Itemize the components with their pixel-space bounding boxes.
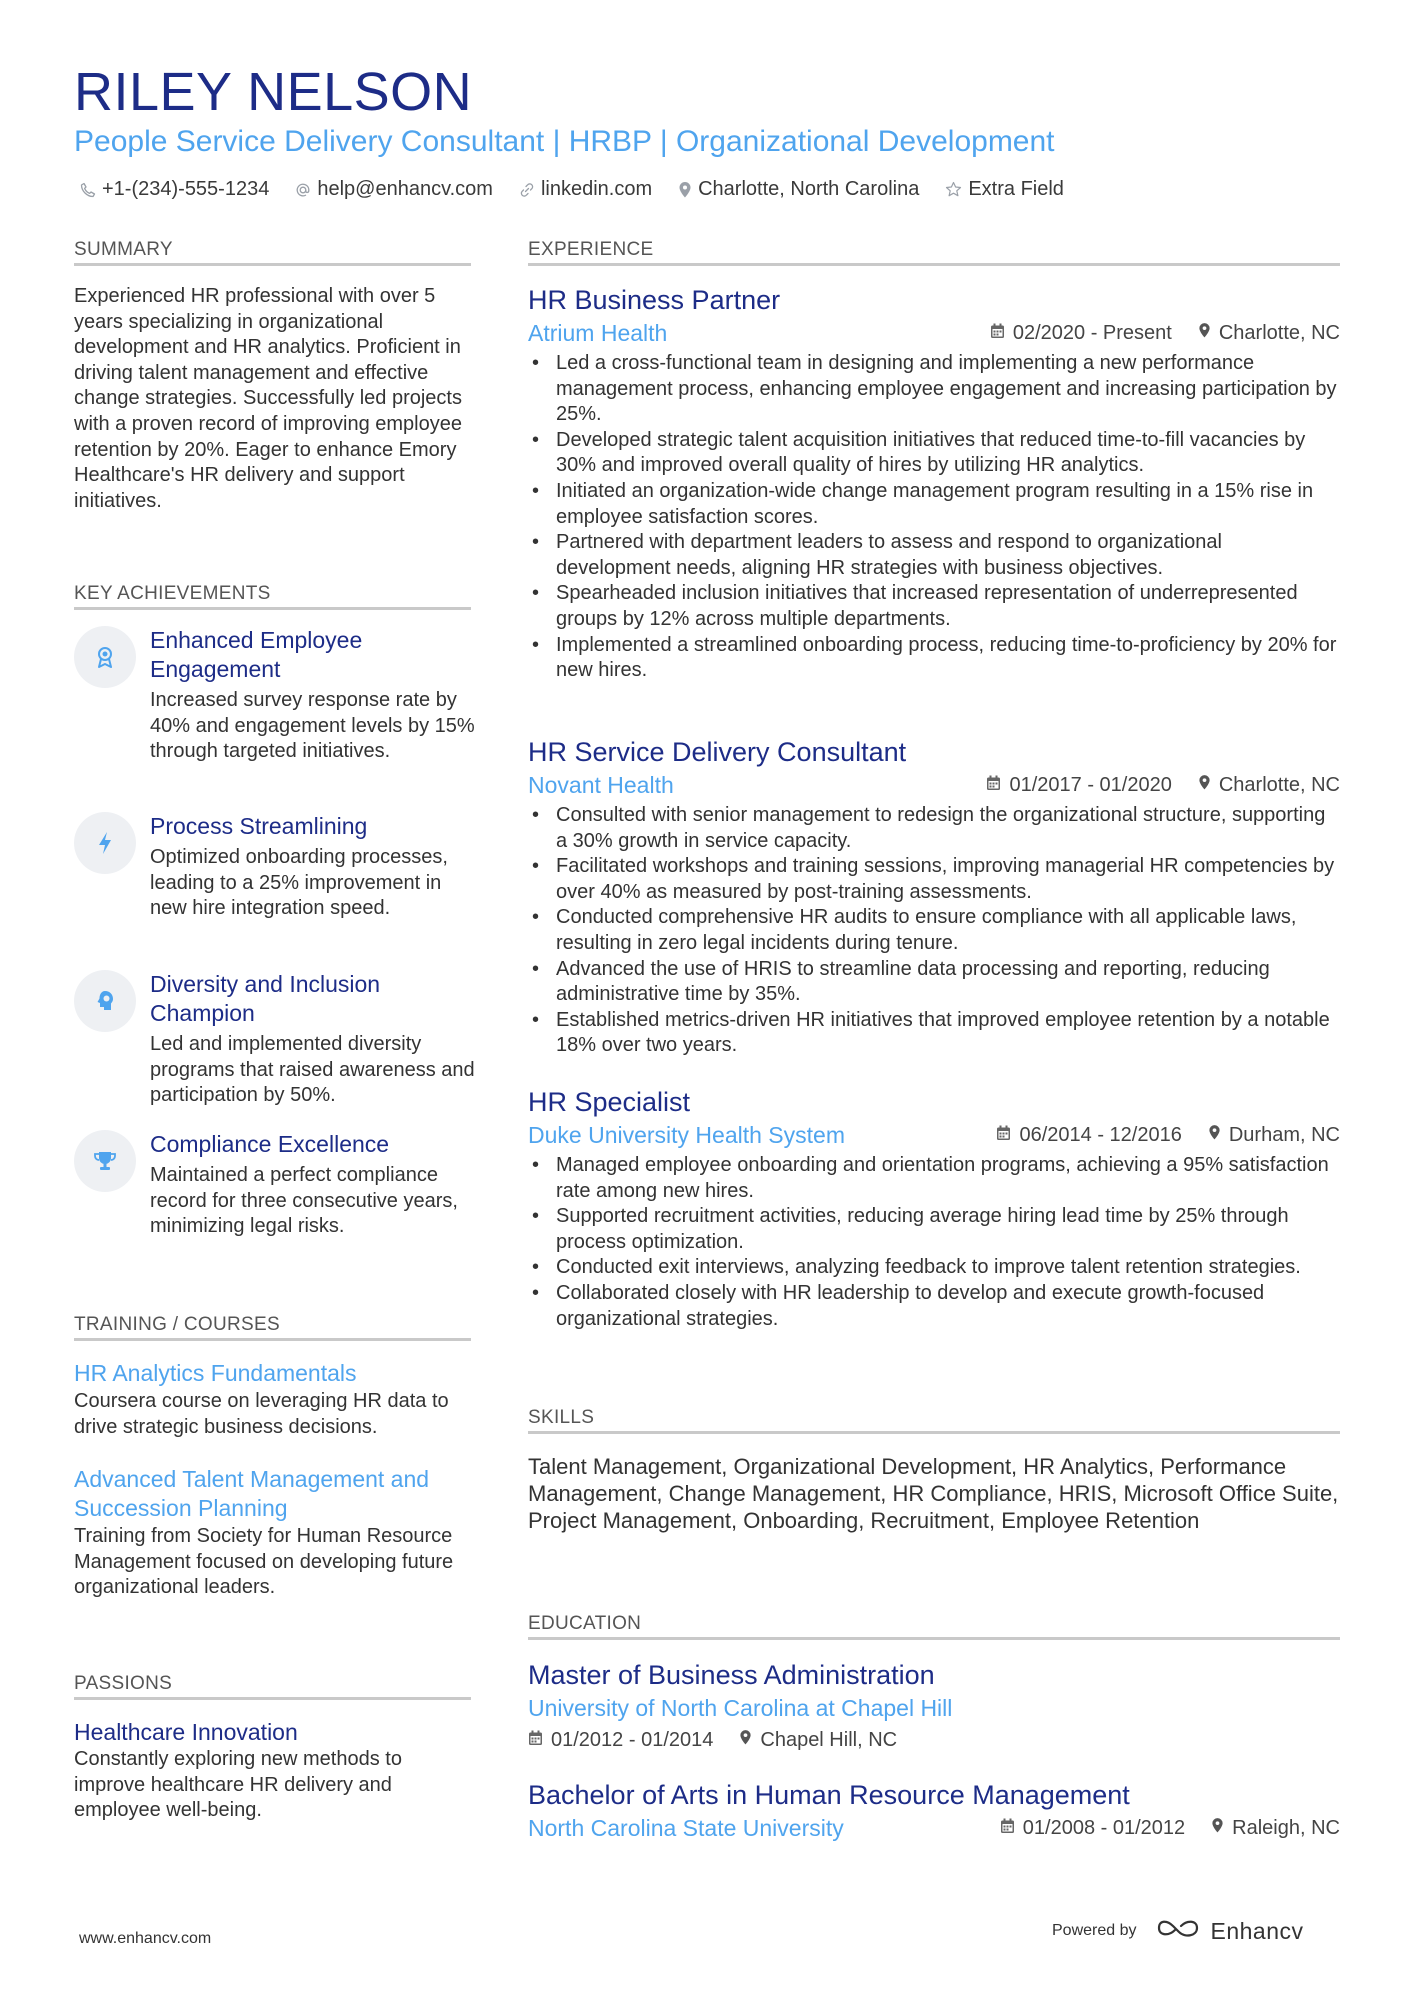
contact-linkedin-text: linkedin.com [540, 178, 653, 200]
passion-title: Healthcare Innovation [74, 1719, 298, 1745]
job-bullet: • Consulted with senior management to redesign the organizational structure, supporting a 30% growth in service capacity. [556, 803, 1340, 854]
achievement-desc: Led and implemented diversity programs that raised awareness and participation by 50%. [150, 1033, 475, 1107]
brand-name: Enhancv [1210, 1917, 1304, 1944]
education-heading: EDUCATION [528, 1613, 642, 1634]
footer-website[interactable]: www.enhancv.com [79, 1930, 212, 1947]
job-bullet: • Conducted exit interviews, analyzing feedback to improve talent retention strategies. [556, 1255, 1340, 1281]
achievement-title: Enhanced Employee Engagement [150, 627, 363, 682]
job-title: HR Service Delivery Consultant [528, 737, 907, 767]
head-icon [74, 970, 136, 1032]
experience-heading: EXPERIENCE [528, 239, 654, 260]
school-name: University of North Carolina at Chapel Hill [528, 1695, 953, 1721]
contact-phone[interactable] [80, 178, 269, 201]
infinity-logo-icon [1155, 1916, 1203, 1946]
job-bullet: • Collaborated closely with HR leadership to develop and execute growth-focused organizational strategies. [556, 1281, 1340, 1332]
location-icon [1198, 769, 1211, 801]
calendar-icon [996, 1119, 1011, 1151]
job-dates: 06/2014 - 12/2016 [1019, 1124, 1182, 1146]
job-bullet: • Spearheaded inclusion initiatives that increased representation of underrepresented groups by 12% across multiple departments. [556, 581, 1340, 632]
award-icon [74, 626, 136, 688]
degree-title: Master of Business Administration [528, 1660, 935, 1690]
contact-linkedin[interactable] [519, 178, 652, 201]
education-dates: 01/2008 - 01/2012 [1022, 1817, 1186, 1839]
company-name: Duke University Health System [528, 1122, 845, 1148]
star-icon [945, 181, 962, 198]
link-icon [519, 182, 535, 198]
job-entry [528, 1085, 1340, 1332]
trophy-icon [74, 1130, 136, 1192]
job-bullets [528, 1153, 1340, 1332]
footer-branding [1052, 1916, 1304, 1946]
job-bullet: • Developed strategic talent acquisition initiatives that reduced time-to-fill vacancies by 30% and improved overall quality of hires by utilizing HR analytics. [556, 428, 1340, 479]
job-title: HR Business Partner [528, 285, 781, 315]
achievement-title: Compliance Excellence [150, 1131, 390, 1157]
location-icon [1208, 1119, 1221, 1151]
achievement-desc: Maintained a perfect compliance record for three consecutive years, minimizing legal risks. [150, 1164, 458, 1238]
training-divider [74, 1338, 471, 1341]
degree-title: Bachelor of Arts in Human Resource Management [528, 1780, 1130, 1810]
school-name: North Carolina State University [528, 1815, 844, 1841]
skills-divider [528, 1431, 1340, 1434]
job-entry [528, 735, 1340, 1059]
job-meta [528, 769, 1340, 801]
contact-location-text: Charlotte, North Carolina [698, 178, 920, 200]
achievement-title: Diversity and Inclusion Champion [150, 971, 381, 1026]
contact-extra-text: Extra Field [968, 178, 1064, 200]
skills-heading: SKILLS [528, 1407, 595, 1428]
education-divider [528, 1637, 1340, 1640]
passions-divider [74, 1697, 471, 1700]
calendar-icon [990, 317, 1005, 349]
achievement-desc: Increased survey response rate by 40% and engagement levels by 15% through targeted initiatives. [150, 689, 475, 763]
job-title: HR Specialist [528, 1087, 691, 1117]
contact-email[interactable] [295, 178, 493, 201]
candidate-headline: People Service Delivery Consultant | HRBP | Organizational Development [74, 125, 1055, 158]
contact-bar [80, 178, 1064, 201]
brand-logo[interactable] [1155, 1916, 1304, 1946]
contact-location [678, 178, 919, 201]
job-bullet: • Facilitated workshops and training sessions, improving managerial HR competencies by over 40% as measured by post-training assessments. [556, 854, 1340, 905]
bolt-icon [74, 812, 136, 874]
job-bullet: • Partnered with department leaders to assess and respond to organizational development needs, aligning HR strategies with business objectives. [556, 530, 1340, 581]
location-icon [678, 181, 692, 199]
contact-email-text: help@enhancv.com [317, 178, 493, 200]
job-bullet: • Supported recruitment activities, reducing average hiring lead time by 25% through process optimization. [556, 1204, 1340, 1255]
job-bullet: • Implemented a streamlined onboarding process, reducing time-to-proficiency by 20% for new hires. [556, 633, 1340, 684]
phone-icon [80, 182, 96, 198]
calendar-icon [528, 1724, 543, 1756]
candidate-name: RILEY NELSON [74, 62, 473, 122]
achievements-divider [74, 607, 471, 610]
job-location: Durham, NC [1228, 1124, 1340, 1146]
job-bullet: • Led a cross-functional team in designing and implementing a new performance management process, enhancing employee engagement and increasing participation by 25%. [556, 351, 1340, 428]
summary-divider [74, 263, 471, 266]
contact-phone-text: +1-(234)-555-1234 [102, 178, 270, 200]
achievement-desc: Optimized onboarding processes, leading to a 25% improvement in new hire integration speed. [150, 846, 448, 920]
job-location: Charlotte, NC [1218, 774, 1340, 796]
job-entry [528, 283, 1340, 684]
education-dates: 01/2012 - 01/2014 [551, 1729, 714, 1751]
calendar-icon [1000, 1812, 1015, 1844]
job-bullet: • Initiated an organization-wide change management program resulting in a 15% rise in employee satisfaction scores. [556, 479, 1340, 530]
at-icon [295, 182, 311, 198]
job-bullet: • Managed employee onboarding and orientation programs, achieving a 95% satisfaction rate among new hires. [556, 1153, 1340, 1204]
passions-heading: PASSIONS [74, 1673, 173, 1694]
location-icon [1211, 1812, 1224, 1844]
course-item [74, 1359, 471, 1440]
job-dates: 01/2017 - 01/2020 [1009, 774, 1172, 796]
job-bullets [528, 803, 1340, 1059]
course-title: HR Analytics Fundamentals [74, 1360, 357, 1386]
job-bullet: • Conducted comprehensive HR audits to ensure compliance with all applicable laws, resulting in zero legal incidents during tenure. [556, 905, 1340, 956]
education-location: Chapel Hill, NC [760, 1729, 898, 1751]
location-icon [1198, 317, 1211, 349]
skills-list: Talent Management, Organizational Development, HR Analytics, Performance Management, Change Management, HR Compliance, HRIS, Microsoft Office Suite, Project Management, Onboarding, Recruitment, Employee Retention [528, 1454, 1339, 1533]
course-desc: Coursera course on leveraging HR data to drive strategic business decisions. [74, 1390, 449, 1438]
course-item [74, 1465, 471, 1601]
location-icon [739, 1724, 752, 1756]
job-bullet: • Established metrics-driven HR initiatives that improved employee retention by a notable 18% over two years. [556, 1008, 1340, 1059]
job-dates: 02/2020 - Present [1012, 322, 1172, 344]
job-bullet: • Advanced the use of HRIS to streamline data processing and reporting, reducing administrative time by 35%. [556, 957, 1340, 1008]
summary-text: Experienced HR professional with over 5 years specializing in organizational development and HR analytics. Proficient in driving talent management and effective change strategies. Successfully led projects with a proven record of improving employee retention by 20%. Eager to enhance Emory Healthcare's HR delivery and support initiatives. [74, 285, 462, 512]
job-meta [528, 317, 1340, 349]
job-meta [528, 1119, 1340, 1151]
passion-desc: Constantly exploring new methods to improve healthcare HR delivery and employee well-being. [74, 1748, 402, 1822]
company-name: Atrium Health [528, 320, 668, 346]
contact-extra [945, 178, 1064, 201]
course-desc: Training from Society for Human Resource Management focused on developing future organizational leaders. [74, 1525, 454, 1599]
training-heading: TRAINING / COURSES [74, 1314, 280, 1335]
course-title: Advanced Talent Management and Succession Planning [74, 1466, 430, 1521]
achievement-title: Process Streamlining [150, 813, 368, 839]
powered-by-label: Powered by [1052, 1922, 1137, 1939]
job-bullets [528, 351, 1340, 684]
education-location: Raleigh, NC [1232, 1817, 1340, 1839]
experience-divider [528, 263, 1340, 266]
passion-item [74, 1718, 471, 1824]
education-item [528, 1778, 1340, 1844]
summary-heading: SUMMARY [74, 239, 173, 260]
calendar-icon [986, 769, 1001, 801]
achievements-heading: KEY ACHIEVEMENTS [74, 583, 271, 604]
education-item [528, 1658, 1340, 1756]
company-name: Novant Health [528, 772, 674, 798]
job-location: Charlotte, NC [1218, 322, 1340, 344]
